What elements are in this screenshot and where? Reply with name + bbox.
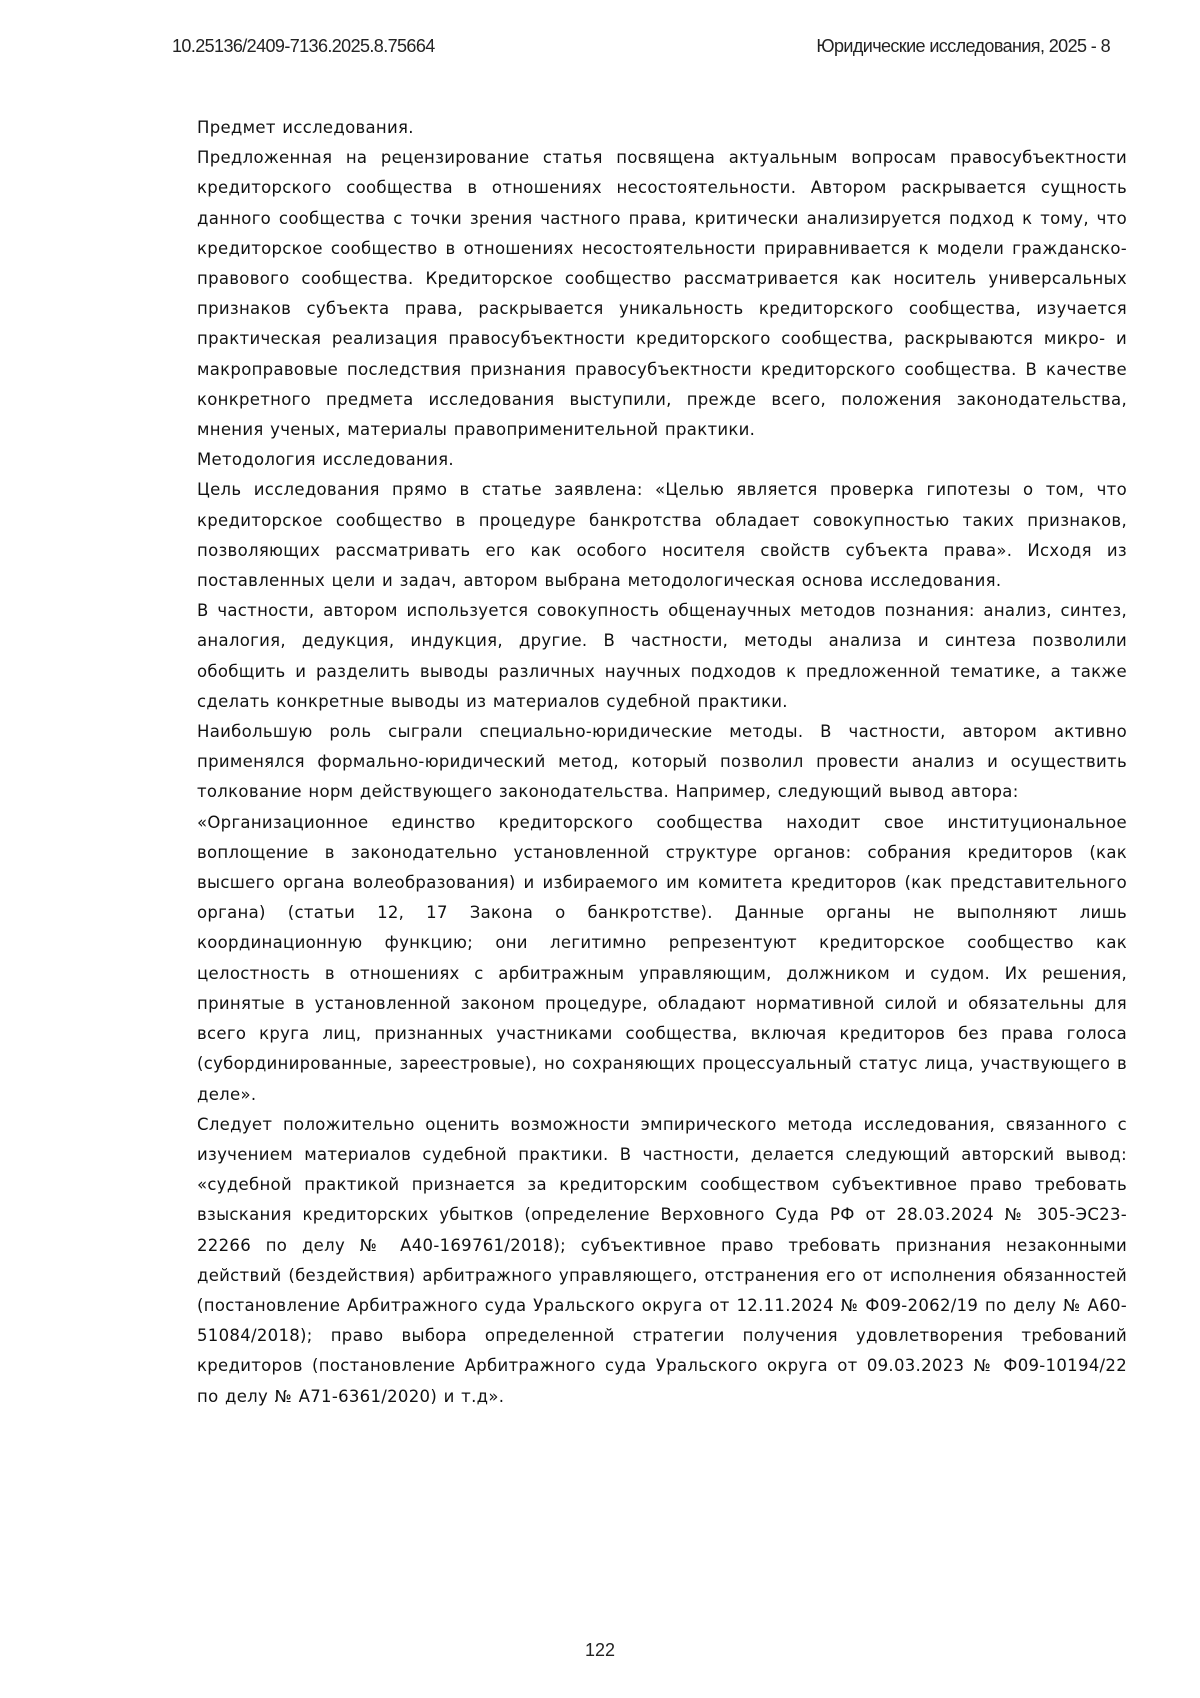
paragraph-goal: Цель исследования прямо в статье заявлена: «Целью является проверка гипотезы о том, что кредиторское сообщество в процедуре банкротства обладает совокупностью таких признаков, позволяющих рассматривать его как особого носителя свойств субъекта права». Исходя из поставленных цели и задач, автором выбрана методологическая основа исследования.	[197, 480, 1127, 591]
page-number: 122	[584, 1640, 616, 1660]
section-heading-subject: Предмет исследования.	[197, 118, 414, 137]
review-text	[197, 113, 1127, 1412]
section-heading-methodology: Методология исследования.	[197, 450, 454, 470]
journal-header: Юридические исследования, 2025 - 8	[816, 36, 1110, 56]
paragraph-quote-organization: «Организационное единство кредиторского сообщества находит свое институциональное воплощение в законодательно установленной структуре органов: собрания кредиторов (как высшего органа волеобразования) и избираемого им комитета кредиторов (как представительного органа) (статьи 12, 17 Закона о банкротстве). Данные органы не выполняют лишь координационную функцию; они легитимно репрезентуют кредиторское сообщество как целостность в отношениях с арбитражным управляющим, должником и судом. Их решения, принятые в установленной законом процедуре, обладают нормативной силой и обязательны для всего круга лиц, признанных участниками сообщества, включая кредиторов без права голоса (субординированные, зареестровые), но сохраняющих процессуальный статус лица, участвующего в деле».	[197, 812, 1127, 1104]
paragraph-general-methods: В частности, автором используется совокупность общенаучных методов познания: анализ, синтез, аналогия, дедукция, индукция, другие. В частности, методы анализа и синтеза позволили обобщить и разделить выводы различных научных подходов к предложенной тематике, а также сделать конкретные выводы из материалов судебной практики.	[197, 601, 1127, 711]
paragraph-legal-methods: Наибольшую роль сыграли специально-юридические методы. В частности, автором активно применялся формально-юридический метод, который позволил провести анализ и осуществить толкование норм действующего законодательства. Например, следующий вывод автора:	[197, 722, 1127, 802]
paragraph-empirical-method: Следует положительно оценить возможности эмпирического метода исследования, связанного с изучением материалов судебной практики. В частности, делается следующий авторский вывод: «судебной практикой признается за кредиторским сообществом субъективное право требовать взыскания кредиторских убытков (определение Верховного Суда РФ от 28.03.2024 № 305-ЭС23-22266 по делу № А40-169761/2018); субъективное право требовать признания незаконными действий (бездействия) арбитражного управляющего, отстранения его от исполнения обязанностей (постановление Арбитражного суда Уральского округа от 12.11.2024 № Ф09-2062/19 по делу № А60-51084/2018); право выбора определенной стратегии получения удовлетворения требований кредиторов (постановление Арбитражного суда Уральского округа от 09.03.2023 № Ф09-10194/22 по делу № А71-6361/2020) и т.д».	[197, 1114, 1127, 1406]
paragraph-subject: Предложенная на рецензирование статья посвящена актуальным вопросам правосубъектности кредиторского сообщества в отношениях несостоятельности. Автором раскрывается сущность данного сообщества с точки зрения частного права, критически анализируется подход к тому, что кредиторское сообщество в отношениях несостоятельности приравнивается к модели гражданско-правового сообщества. Кредиторское сообщество рассматривается как носитель универсальных признаков субъекта права, раскрывается уникальность кредиторского сообщества, изучается практическая реализация правосубъектности кредиторского сообщества, раскрываются микро- и макроправовые последствия признания правосубъектности кредиторского сообщества. В качестве конкретного предмета исследования выступили, прежде всего, положения законодательства, мнения ученых, материалы правоприменительной практики.	[197, 148, 1127, 440]
doi-header: 10.25136/2409-7136.2025.8.75664	[172, 36, 435, 56]
